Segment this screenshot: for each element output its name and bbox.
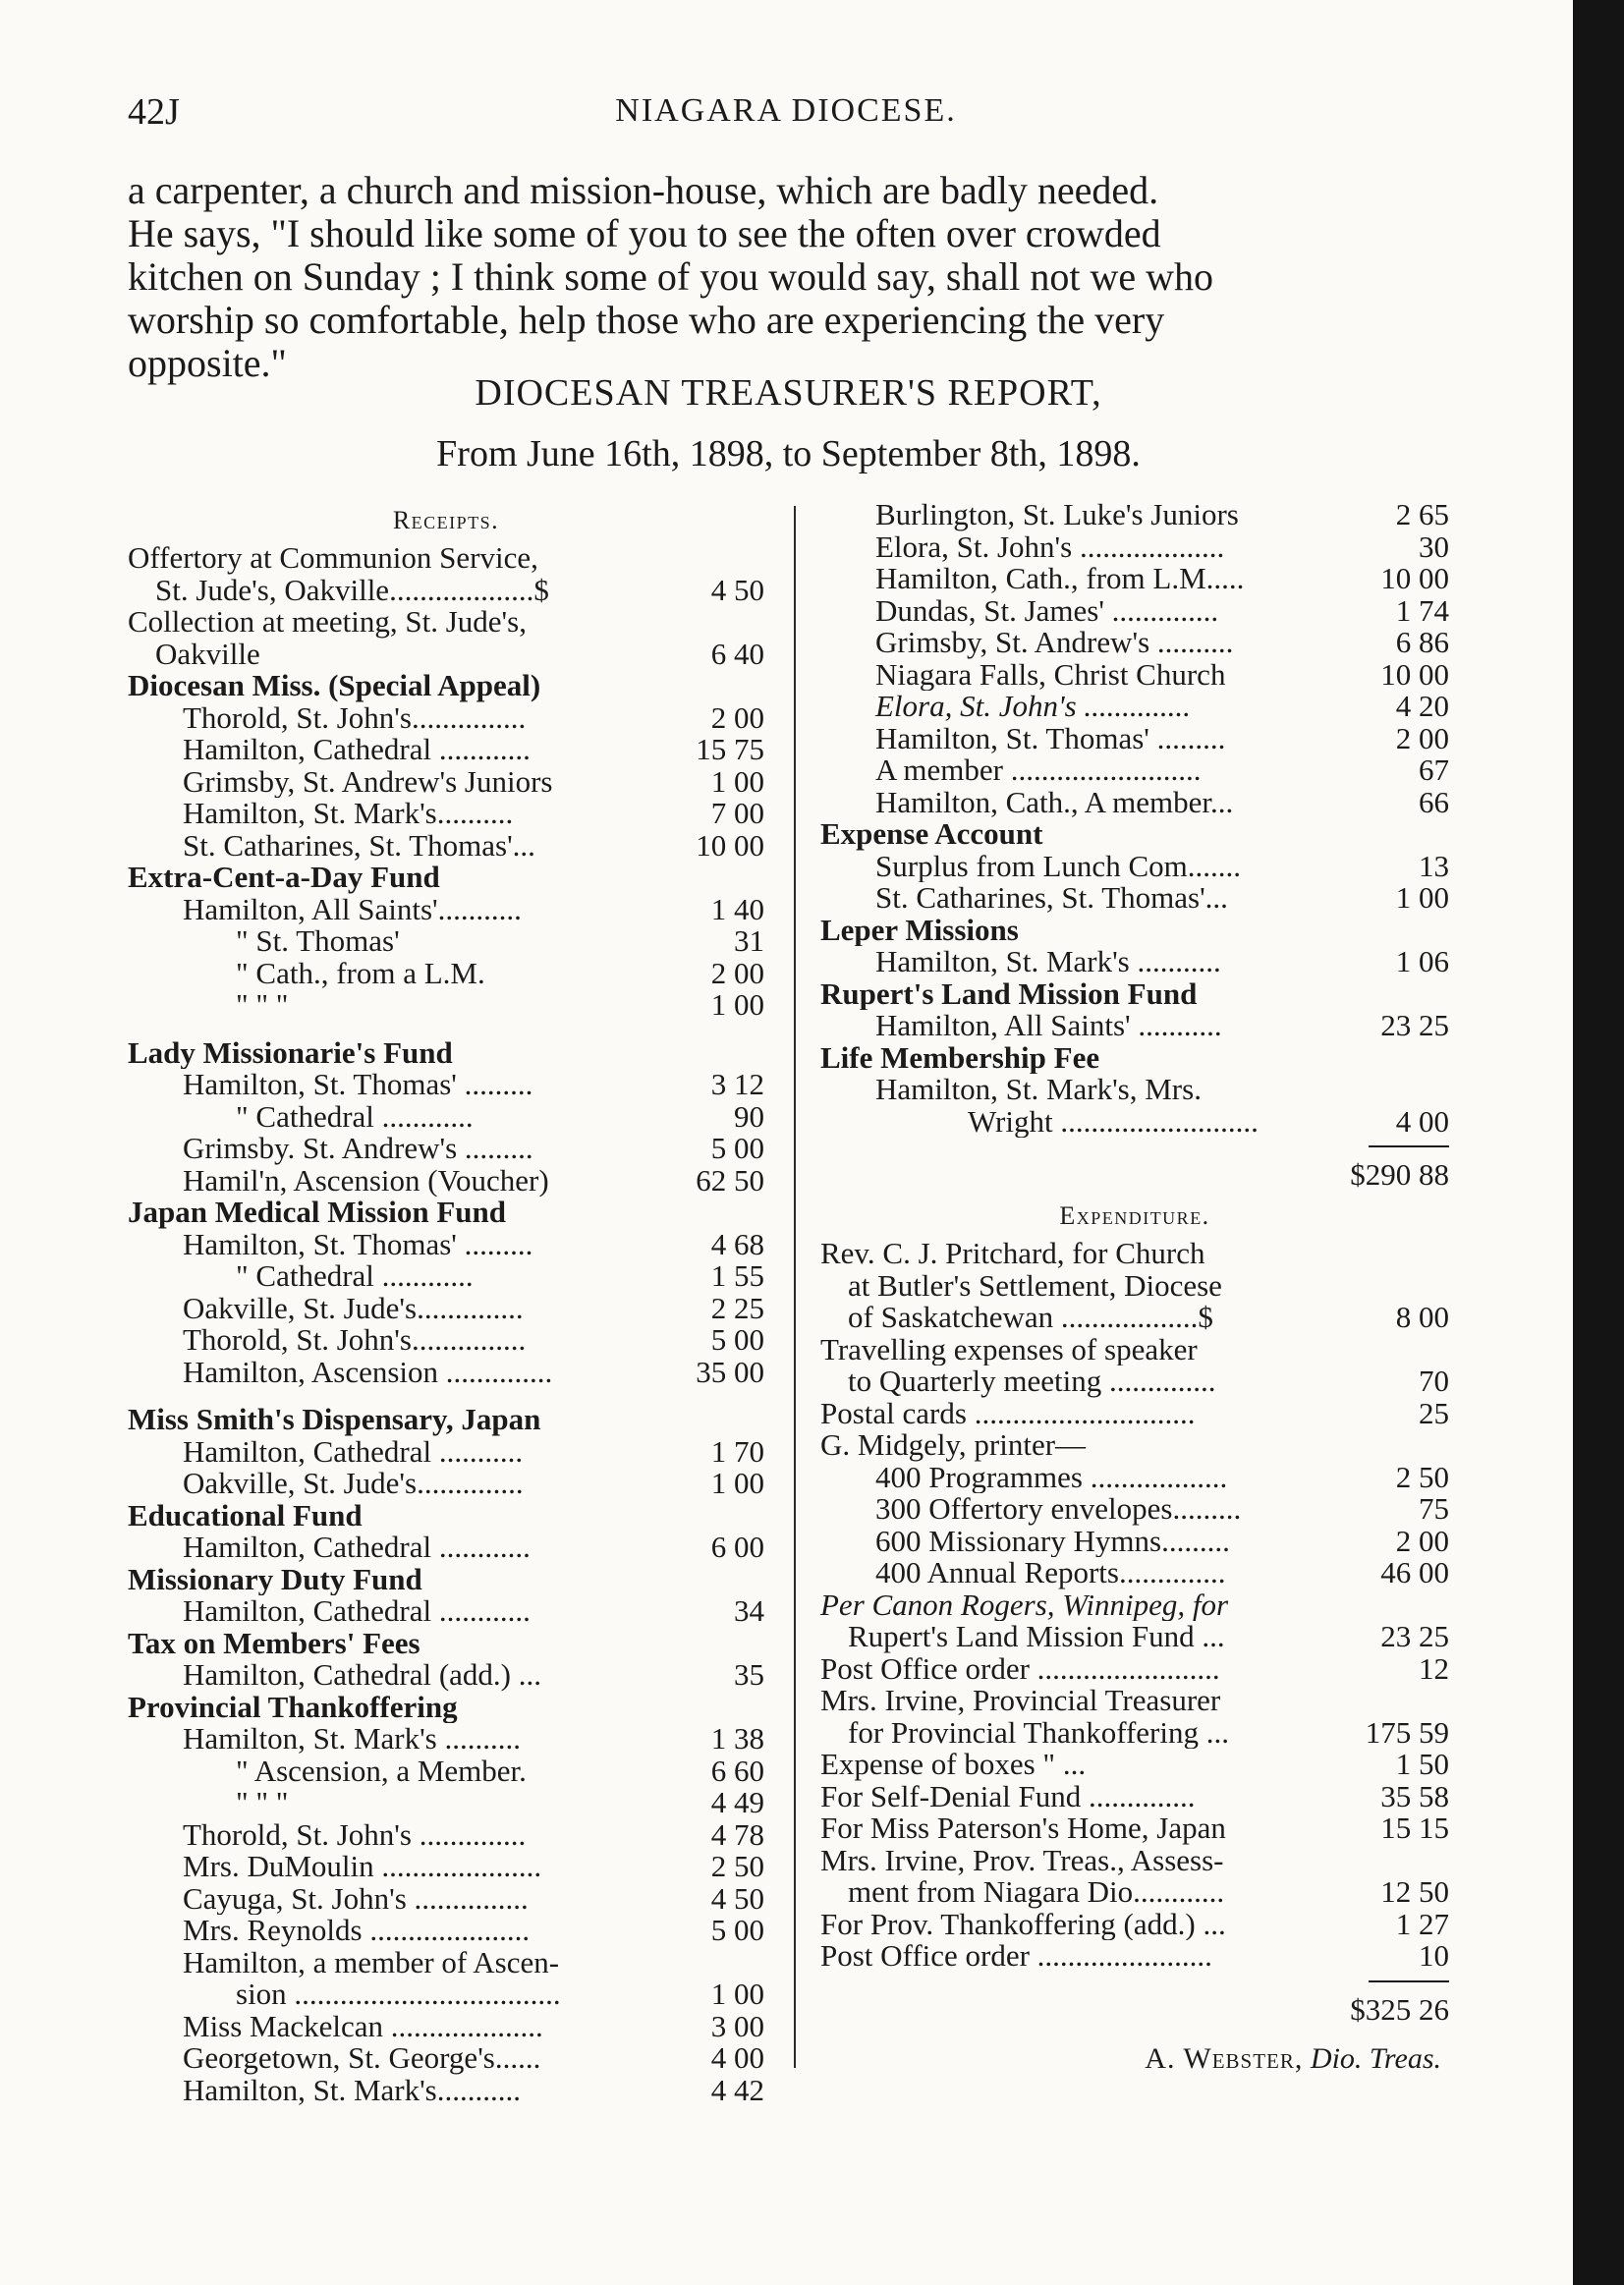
ledger-label: Postal cards ............................. — [820, 1397, 1196, 1429]
ledger-amount: 66 — [1419, 784, 1449, 819]
receipts-heading: Receipts. — [392, 506, 500, 534]
fund-heading — [820, 1042, 1449, 1075]
expenditure-total: $325 26 — [1350, 1991, 1449, 2027]
ledger-label: Leper Missions — [820, 914, 1019, 946]
fund-heading — [128, 1564, 764, 1596]
ledger-label: Hamilton, All Saints'........... — [183, 893, 522, 925]
ledger-label: A member ......................... — [875, 754, 1202, 787]
page-number: 42J — [128, 91, 180, 133]
ledger-amount: 4 50 — [710, 572, 764, 607]
expenditure-list — [820, 1238, 1449, 1973]
ledger-label: " St. Thomas' — [236, 925, 400, 958]
ledger-amount: 25 — [1419, 1395, 1449, 1430]
ledger-row — [128, 1787, 764, 1819]
ledger-label: at Butler's Settlement, Diocese — [848, 1269, 1222, 1302]
ledger-row — [820, 656, 1449, 692]
ledger-row — [128, 542, 764, 575]
ledger-row — [128, 955, 764, 990]
ledger-label: Hamilton, St. Mark's ........... — [875, 946, 1221, 978]
ledger-amount: 3 12 — [710, 1067, 764, 1101]
ledger-label: to Quarterly meeting .............. — [848, 1365, 1216, 1398]
fund-heading — [128, 1500, 764, 1533]
ledger-amount: 2 50 — [1395, 1459, 1449, 1494]
ledger-label: Mrs. Irvine, Provincial Treasurer — [820, 1685, 1221, 1717]
ledger-row — [128, 1532, 764, 1564]
ledger-row — [820, 531, 1449, 564]
ledger-label: Hamilton, Cath., A member... — [875, 786, 1234, 818]
ledger-row — [820, 1395, 1449, 1430]
ledger-label: Hamilton, Cath., from L.M..... — [875, 563, 1245, 595]
ledger-row — [128, 572, 764, 607]
ledger-label: Grimsby, St. Andrew's .......... — [875, 627, 1234, 659]
ledger-amount: 35 58 — [1380, 1778, 1449, 1813]
ledger-row — [128, 1098, 764, 1134]
ledger-amount: 6 60 — [710, 1753, 764, 1788]
ledger-label: Burlington, St. Luke's Juniors — [875, 499, 1239, 531]
ledger-amount: 8 00 — [1395, 1300, 1449, 1334]
ledger-label: Mrs. DuMoulin ..................... — [183, 1851, 542, 1883]
ledger-label: ment from Niagara Dio............ — [848, 1876, 1225, 1909]
ledger-label: Hamil'n, Ascension (Voucher) — [183, 1164, 549, 1197]
ledger-row — [128, 1468, 764, 1500]
ledger-amount: 1 70 — [710, 1433, 764, 1469]
ledger-row — [820, 882, 1449, 915]
ledger-label: Oakville — [155, 638, 260, 670]
ledger-label: Diocesan Miss. (Special Appeal) — [128, 670, 541, 702]
ledger-amount: 2 65 — [1395, 497, 1449, 531]
ledger-label: Expense Account — [820, 818, 1043, 851]
fund-heading — [128, 862, 764, 894]
ledger-row — [820, 946, 1449, 978]
ledger-label: for Provincial Thankoffering ... — [848, 1716, 1229, 1749]
ledger-row — [128, 1162, 764, 1198]
ledger-row — [820, 691, 1449, 723]
ledger-label: Mrs. Irvine, Prov. Treas., Assess- — [820, 1844, 1224, 1876]
ledger-label: Oakville, St. Jude's.............. — [183, 1468, 524, 1500]
ledger-label: 400 Programmes .................. — [875, 1461, 1228, 1493]
ledger-row — [128, 1723, 764, 1756]
ledger-row — [128, 1324, 764, 1357]
ledger-label: For Prov. Thankoffering (add.) ... — [820, 1908, 1226, 1940]
ledger-row — [128, 989, 764, 1022]
fund-heading — [128, 1692, 764, 1724]
ledger-amount: 15 75 — [696, 732, 764, 766]
ledger-row — [820, 754, 1449, 787]
ledger-label: of Saskatchewan ..................$ — [848, 1302, 1213, 1334]
ledger-label: Hamilton, a member of Ascen- — [183, 1946, 560, 1978]
ledger-row — [820, 1845, 1449, 1877]
ledger-label: Grimsby. St. Andrew's ......... — [183, 1133, 533, 1165]
ledger-row — [820, 1749, 1449, 1781]
ledger-label: For Miss Paterson's Home, Japan — [820, 1812, 1226, 1845]
ledger-row — [128, 1978, 764, 2011]
ledger-row — [820, 1493, 1449, 1526]
ledger-label: Missionary Duty Fund — [128, 1563, 422, 1595]
intro-line: opposite." — [128, 341, 287, 385]
ledger-row — [128, 606, 764, 639]
ledger-row — [820, 1589, 1449, 1622]
ledger-row — [820, 1302, 1449, 1334]
intro-line: kitchen on Sunday ; I think some of you would say, shall not we who — [128, 254, 1214, 299]
expenditure-heading: Expenditure. — [1059, 1201, 1210, 1230]
ledger-amount: 1 00 — [710, 763, 764, 799]
ledger-row — [820, 1940, 1449, 1973]
ledger-label: Elora, St. John's ................... — [875, 530, 1225, 563]
ledger-amount: 3 00 — [710, 2008, 764, 2043]
ledger-label: Hamilton, All Saints' ........... — [875, 1010, 1222, 1042]
ledger-label: Thorold, St. John's .............. — [183, 1818, 527, 1851]
ledger-amount: 175 59 — [1365, 1714, 1449, 1750]
ledger-row — [128, 1880, 764, 1916]
ledger-label: Hamilton, Ascension .............. — [183, 1356, 553, 1388]
ledger-label: " Ascension, a Member. — [236, 1755, 527, 1787]
ledger-row — [128, 636, 764, 671]
ledger-label: Elora, St. John's .............. — [875, 691, 1191, 723]
ledger-label: " Cath., from a L.M. — [236, 957, 485, 989]
ledger-row — [128, 2072, 764, 2107]
ledger-row — [820, 1238, 1449, 1270]
ledger-amount: 12 — [1419, 1650, 1449, 1686]
ledger-amount: 1 00 — [710, 1977, 764, 2011]
ledger-amount: 2 00 — [710, 955, 764, 990]
spacer — [128, 1388, 764, 1404]
ledger-amount: 62 50 — [696, 1162, 764, 1198]
ledger-amount: 1 74 — [1395, 592, 1449, 628]
ledger-label: " Cathedral ............ — [236, 1100, 474, 1133]
intro-line: a carpenter, a church and mission-house, which are badly needed. — [128, 168, 1159, 212]
ledger-label: " " " — [236, 1787, 289, 1819]
ledger-row — [128, 734, 764, 766]
ledger-row — [820, 1429, 1449, 1462]
ledger-label: G. Midgely, printer— — [820, 1429, 1087, 1462]
ledger-label: Rev. C. J. Pritchard, for Church — [820, 1238, 1205, 1270]
treasurer-title: Dio. Treas. — [1310, 2041, 1441, 2075]
ledger-amount: 5 00 — [710, 1322, 764, 1357]
fund-heading — [128, 1197, 764, 1229]
ledger-row — [820, 1876, 1449, 1909]
page-edge-shadow — [1573, 0, 1624, 2285]
ledger-label: Lady Missionarie's Fund — [128, 1036, 453, 1069]
ledger-label: Rupert's Land Mission Fund ... — [848, 1621, 1225, 1653]
ledger-row — [820, 848, 1449, 883]
intro-line: He says, "I should like some of you to see the often over crowded — [128, 211, 1161, 255]
ledger-amount: 34 — [734, 1593, 764, 1628]
ledger-amount: 4 20 — [1395, 689, 1449, 723]
ledger-label: " " " — [236, 989, 289, 1022]
ledger-label: sion ................................... — [236, 1978, 561, 2011]
ledger-amount: 10 — [1419, 1938, 1449, 1973]
ledger-amount: 1 06 — [1395, 944, 1449, 978]
ledger-amount: 35 00 — [696, 1354, 764, 1389]
ledger-row — [820, 1523, 1449, 1558]
ledger-amount: 10 00 — [696, 827, 764, 863]
ledger-label: Oakville, St. Jude's.............. — [183, 1292, 524, 1324]
ledger-row — [128, 1947, 764, 1979]
ledger-row — [128, 2008, 764, 2043]
ledger-label: Georgetown, St. George's...... — [183, 2042, 541, 2075]
ledger-label: Post Office order ....................... — [820, 1940, 1212, 1973]
ledger-row — [820, 1103, 1449, 1139]
ledger-label: Provincial Thankoffering — [128, 1691, 458, 1723]
ledger-amount: 1 00 — [710, 1466, 764, 1500]
ledger-row — [128, 891, 764, 926]
ledger-label: Hamilton, St. Thomas' ......... — [183, 1069, 533, 1101]
ledger-label: Surplus from Lunch Com....... — [875, 850, 1241, 882]
fund-heading — [128, 1628, 764, 1660]
report-dates: From June 16th, 1898, to September 8th, 1898. — [436, 433, 1141, 474]
ledger-row — [128, 1133, 764, 1165]
ledger-row — [128, 1753, 764, 1788]
ledger-amount: 6 86 — [1395, 625, 1449, 659]
ledger-label: Tax on Members' Fees — [128, 1627, 420, 1659]
ledger-amount: 67 — [1419, 752, 1449, 787]
ledger-amount: 31 — [734, 923, 764, 958]
fund-heading — [128, 1404, 764, 1436]
ledger-row — [128, 925, 764, 958]
ledger-row — [128, 1433, 764, 1469]
ledger-label: Hamilton, St. Mark's........... — [183, 2074, 521, 2106]
ledger-row — [820, 592, 1449, 628]
ledger-row — [128, 1851, 764, 1883]
treasurer-signature — [820, 2039, 1449, 2079]
ledger-amount: 2 25 — [710, 1290, 764, 1325]
ledger-amount: 1 27 — [1395, 1906, 1449, 1941]
ledger-label: Thorold, St. John's............... — [183, 701, 527, 734]
ledger-label: Hamilton, St. Thomas' ......... — [183, 1228, 533, 1260]
ledger-amount: 2 00 — [710, 699, 764, 735]
ledger-amount: 12 50 — [1380, 1874, 1449, 1909]
total-rule — [820, 1973, 1449, 1990]
ledger-row — [820, 1778, 1449, 1813]
receipts-continued-list — [820, 499, 1449, 1138]
ledger-label: " Cathedral ............ — [236, 1260, 474, 1293]
ledger-label: 600 Missionary Hymns......... — [875, 1525, 1230, 1557]
ledger-label: Collection at meeting, St. Jude's, — [128, 606, 527, 639]
ledger-amount: 10 00 — [1380, 656, 1449, 692]
ledger-amount: 2 00 — [1395, 720, 1449, 755]
ledger-row — [820, 1365, 1449, 1398]
ledger-row — [820, 1334, 1449, 1366]
ledger-amount: 13 — [1419, 848, 1449, 883]
ledger-row — [820, 1812, 1449, 1845]
fund-heading — [820, 818, 1449, 851]
ledger-amount: 5 00 — [710, 1913, 764, 1947]
ledger-row — [128, 1659, 764, 1692]
ledger-label: Life Membership Fee — [820, 1041, 1100, 1074]
right-column — [820, 499, 1449, 2079]
ledger-amount: 35 — [734, 1657, 764, 1692]
ledger-label: Mrs. Reynolds ..................... — [183, 1915, 531, 1947]
ledger-row — [128, 1069, 764, 1101]
ledger-label: Hamilton, St. Thomas' ......... — [875, 722, 1226, 754]
ledger-label: Dundas, St. James' .............. — [875, 594, 1219, 627]
total-rule — [820, 1138, 1449, 1155]
ledger-label: Hamilton, Cathedral ............ — [183, 1595, 531, 1628]
ledger-amount: 6 40 — [710, 636, 764, 671]
ledger-row — [128, 699, 764, 735]
ledger-label: Extra-Cent-a-Day Fund — [128, 862, 440, 894]
ledger-amount: 23 25 — [1380, 1619, 1449, 1653]
ledger-amount: 6 00 — [710, 1530, 764, 1564]
ledger-row — [820, 1621, 1449, 1653]
ledger-amount: 4 42 — [710, 2072, 764, 2107]
ledger-row — [820, 1685, 1449, 1717]
ledger-label: Niagara Falls, Christ Church — [875, 658, 1226, 691]
ledger-label: Japan Medical Mission Fund — [128, 1197, 506, 1229]
ledger-label: Hamilton, Cathedral (add.) ... — [183, 1659, 542, 1692]
ledger-row — [820, 1906, 1449, 1941]
ledger-row — [820, 720, 1449, 755]
ledger-row — [128, 827, 764, 863]
report-title: DIOCESAN TREASURER'S REPORT, — [475, 372, 1102, 414]
ledger-label: Hamilton, St. Mark's.......... — [183, 798, 514, 830]
ledger-row — [820, 627, 1449, 659]
column-divider — [794, 506, 796, 2068]
ledger-row — [820, 1074, 1449, 1106]
receipts-total: $290 88 — [1350, 1157, 1449, 1192]
ledger-amount: 30 — [1419, 529, 1449, 564]
ledger-label: Offertory at Communion Service, — [128, 542, 538, 575]
running-title: NIAGARA DIOCESE. — [615, 92, 957, 129]
ledger-label: Travelling expenses of speaker — [820, 1333, 1198, 1365]
ledger-amount: 4 78 — [710, 1816, 764, 1852]
ledger-row — [820, 563, 1449, 595]
ledger-label: Educational Fund — [128, 1499, 363, 1532]
ledger-label: Hamilton, Cathedral ............ — [183, 1532, 531, 1564]
ledger-row — [820, 1650, 1449, 1686]
ledger-label: Wright .......................... — [968, 1105, 1259, 1138]
ledger-row — [128, 1595, 764, 1628]
ledger-label: Per Canon Rogers, Winnipeg, for — [820, 1588, 1229, 1621]
ledger-label: Hamilton, Cathedral ........... — [183, 1435, 524, 1468]
spacer — [128, 1022, 764, 1037]
ledger-amount: 10 00 — [1380, 561, 1449, 595]
ledger-amount: 46 00 — [1380, 1555, 1449, 1589]
ledger-amount: 15 15 — [1380, 1811, 1449, 1845]
receipts-total-row — [820, 1155, 1449, 1195]
ledger-amount: 1 00 — [710, 987, 764, 1022]
ledger-label: Miss Smith's Dispensary, Japan — [128, 1404, 541, 1436]
ledger-row — [128, 763, 764, 799]
fund-heading — [128, 1037, 764, 1070]
intro-line: worship so comfortable, help those who are experiencing the very — [128, 298, 1165, 342]
ledger-label: St. Catharines, St. Thomas'... — [183, 829, 535, 862]
ledger-row — [128, 1816, 764, 1852]
ledger-label: Post Office order ........................ — [820, 1652, 1220, 1685]
ledger-label: Rupert's Land Mission Fund — [820, 977, 1198, 1010]
ledger-row — [128, 1260, 764, 1293]
receipts-list — [128, 542, 764, 2106]
ledger-label: St. Jude's, Oakville...................$ — [155, 574, 549, 606]
ledger-label: Grimsby, St. Andrew's Juniors — [183, 765, 553, 798]
ledger-amount: 2 50 — [710, 1849, 764, 1883]
ledger-amount: 1 55 — [710, 1258, 764, 1293]
receipts-column — [128, 499, 764, 2106]
ledger-amount: 1 50 — [1395, 1747, 1449, 1781]
ledger-amount: 4 68 — [710, 1226, 764, 1261]
ledger-amount: 2 00 — [1395, 1523, 1449, 1558]
ledger-amount: 4 00 — [710, 2040, 764, 2075]
fund-heading — [820, 915, 1449, 947]
ledger-label: Expense of boxes " ... — [820, 1749, 1087, 1781]
ledger-amount: 4 49 — [710, 1785, 764, 1819]
ledger-amount: 70 — [1419, 1364, 1449, 1398]
ledger-amount: 4 50 — [710, 1880, 764, 1916]
treasurer-name: A. Webster, — [1145, 2041, 1304, 2075]
ledger-amount: 7 00 — [710, 796, 764, 830]
ledger-row — [820, 1010, 1449, 1042]
ledger-label: 400 Annual Reports.............. — [875, 1557, 1226, 1589]
ledger-label: Hamilton, St. Mark's, Mrs. — [875, 1074, 1202, 1106]
ledger-amount: 90 — [734, 1098, 764, 1134]
ledger-label: 300 Offertory envelopes......... — [875, 1493, 1242, 1526]
ledger-amount: 1 00 — [1395, 880, 1449, 915]
fund-heading — [128, 670, 764, 702]
intro-paragraph — [128, 169, 1449, 385]
ledger-row — [820, 1459, 1449, 1494]
ledger-row — [820, 784, 1449, 819]
ledger-row — [128, 1290, 764, 1325]
ledger-label: Thorold, St. John's............... — [183, 1324, 527, 1357]
ledger-row — [820, 499, 1449, 531]
ledger-label: Cayuga, St. John's ............... — [183, 1882, 529, 1915]
ledger-amount: 4 00 — [1395, 1103, 1449, 1139]
ledger-label: For Self-Denial Fund .............. — [820, 1780, 1196, 1812]
ledger-row — [128, 1915, 764, 1947]
ledger-amount: 75 — [1419, 1491, 1449, 1526]
ledger-label: Miss Mackelcan .................... — [183, 2010, 543, 2042]
expenditure-total-row — [820, 1990, 1449, 2030]
ledger-row — [128, 798, 764, 830]
ledger-row — [128, 1354, 764, 1389]
ledger-row — [128, 1226, 764, 1261]
ledger-label: Hamilton, St. Mark's .......... — [183, 1723, 521, 1756]
ledger-amount: 5 00 — [710, 1131, 764, 1165]
ledger-amount: 23 25 — [1380, 1008, 1449, 1042]
fund-heading — [820, 978, 1449, 1011]
ledger-row — [820, 1557, 1449, 1589]
ledger-label: Hamilton, Cathedral ............ — [183, 734, 531, 766]
ledger-amount: 1 40 — [710, 891, 764, 926]
ledger-row — [128, 2042, 764, 2075]
ledger-amount: 1 38 — [710, 1721, 764, 1756]
running-head — [128, 90, 1444, 149]
ledger-label: St. Catharines, St. Thomas'... — [875, 882, 1228, 915]
ledger-row — [820, 1714, 1449, 1750]
ledger-row — [820, 1270, 1449, 1303]
